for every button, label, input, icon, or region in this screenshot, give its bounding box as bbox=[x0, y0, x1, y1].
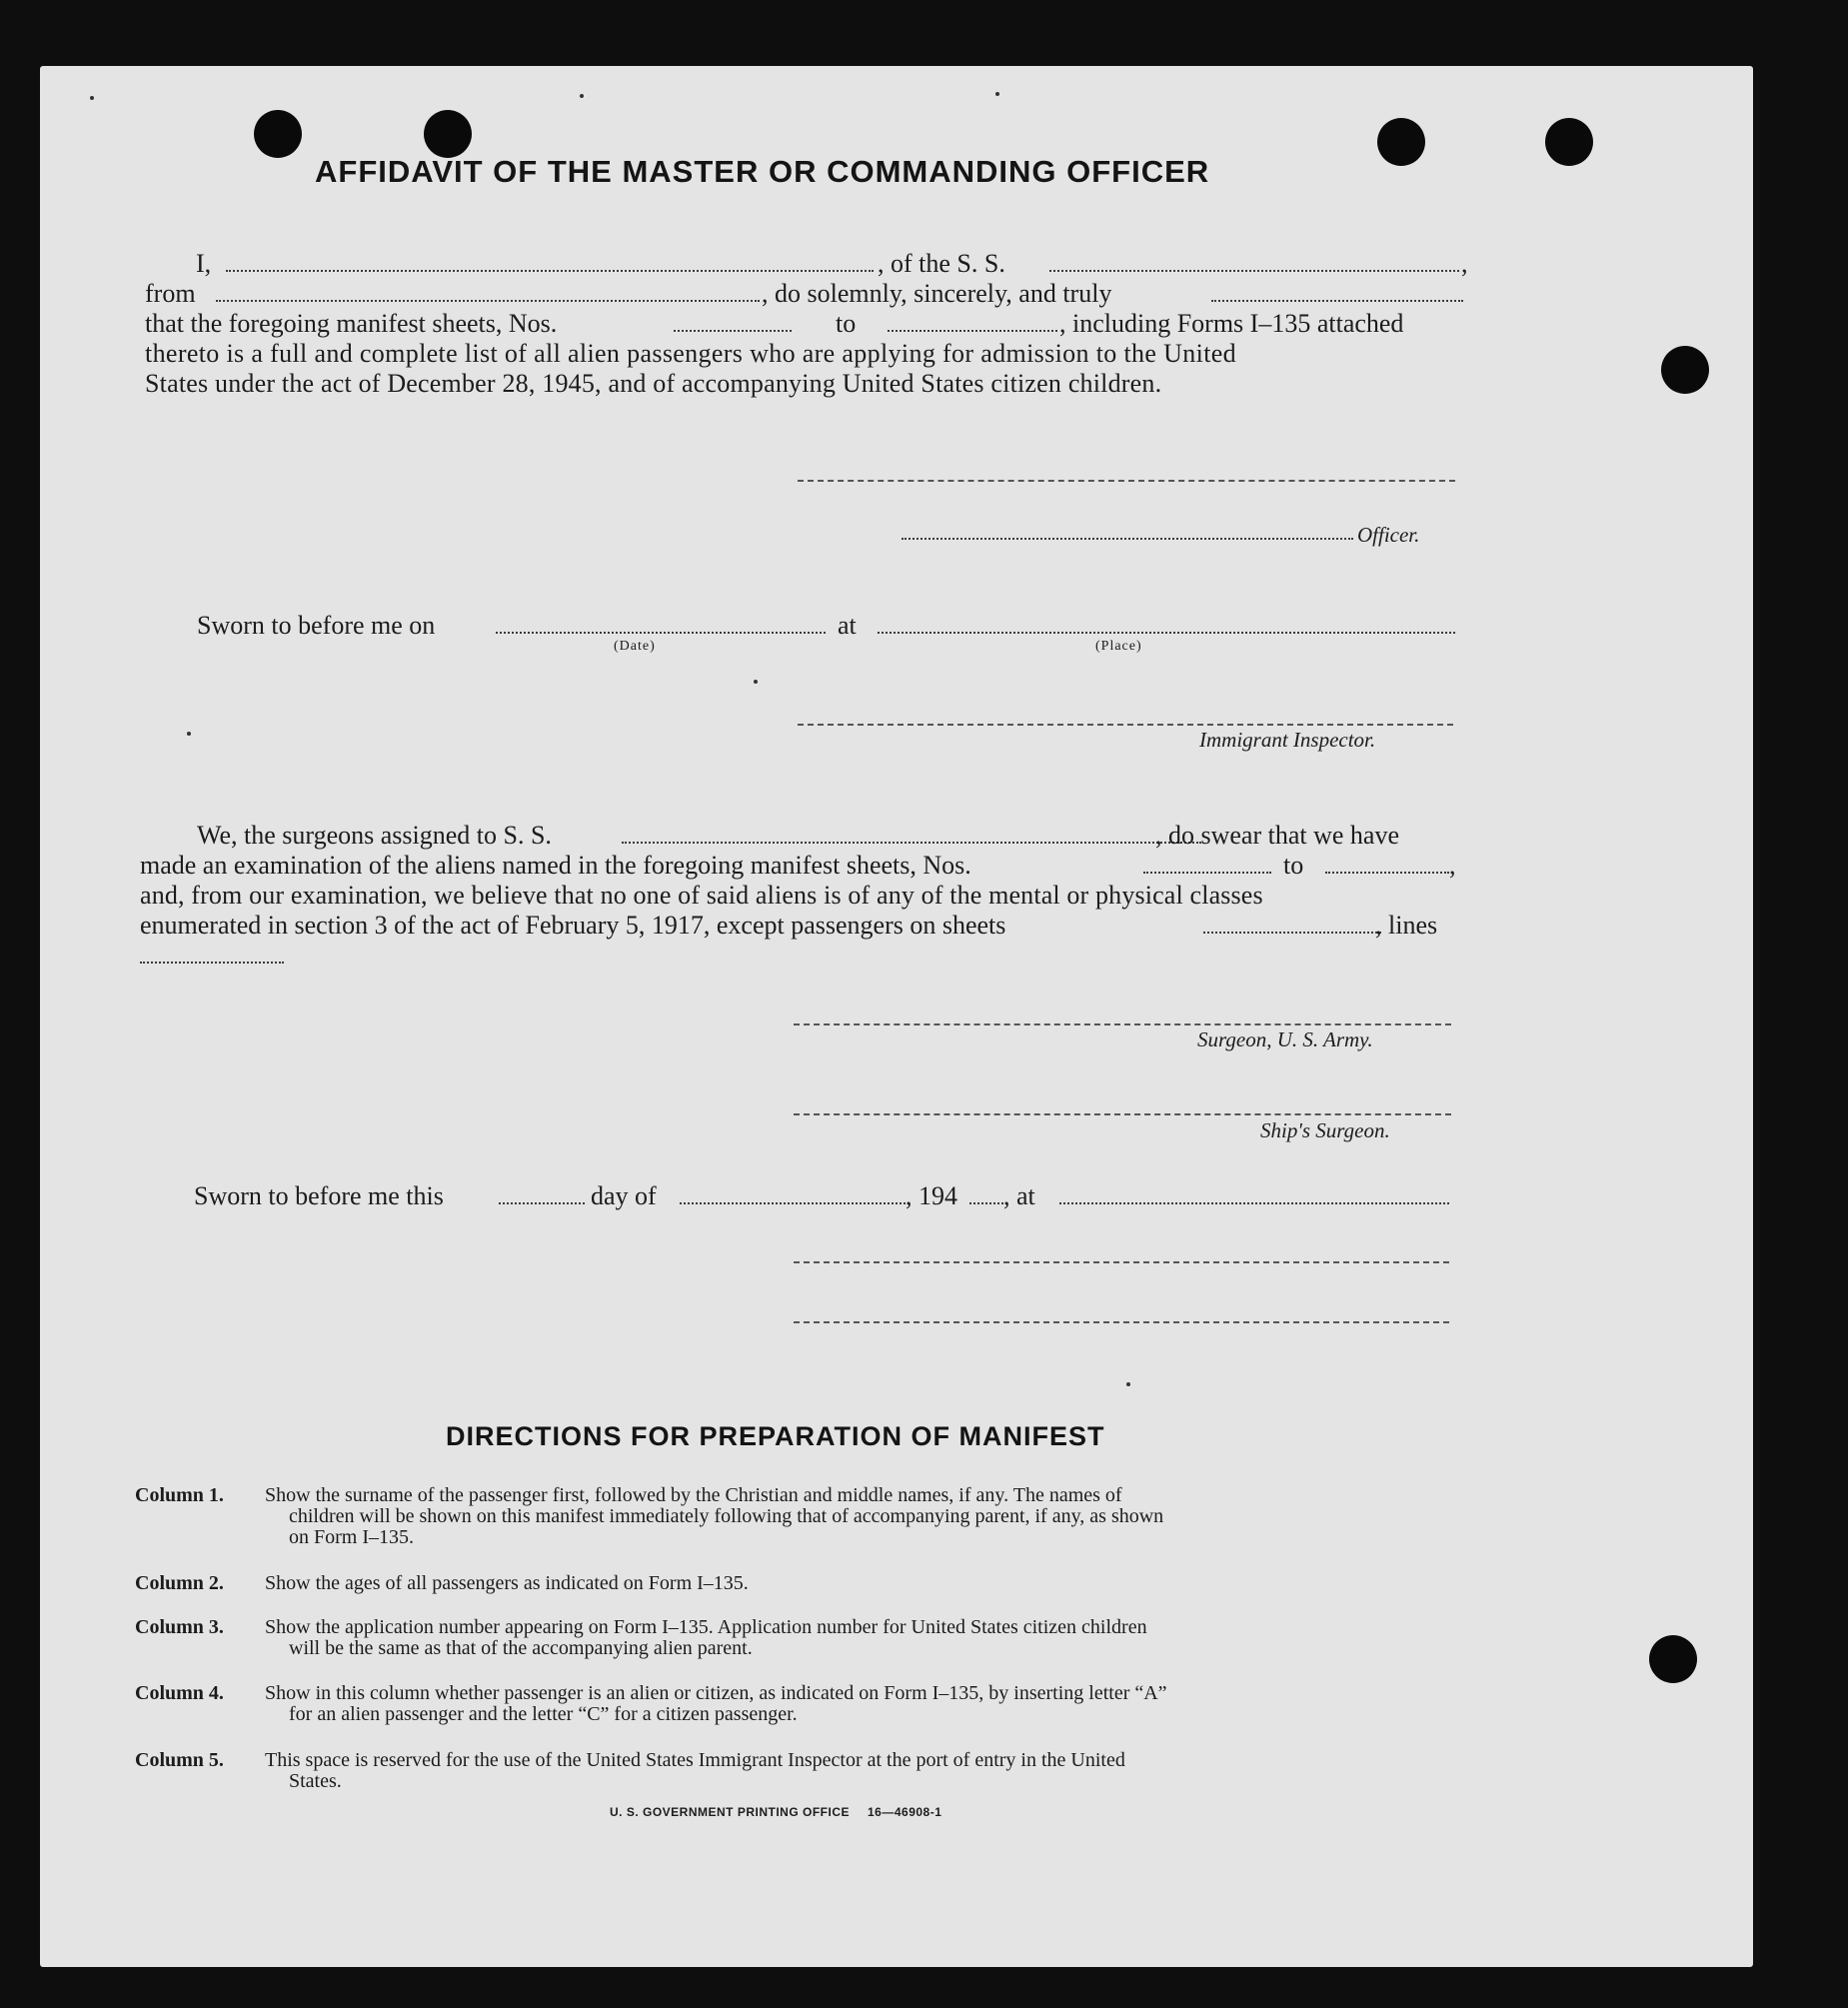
sworn-text: day of bbox=[591, 1181, 657, 1210]
sworn-text: Sworn to before me this bbox=[194, 1181, 444, 1210]
direction-text: Show the surname of the passenger first, followed by the Christian and middle names, if any. The names of bbox=[265, 1484, 1122, 1506]
direction-text: Show the ages of all passengers as indicated on Form I–135. bbox=[265, 1572, 749, 1594]
direction-text: States. bbox=[289, 1770, 342, 1792]
punch-hole bbox=[1649, 1635, 1697, 1683]
sworn-at-field[interactable] bbox=[1059, 1202, 1449, 1204]
signature-line[interactable] bbox=[798, 724, 1453, 726]
punch-hole bbox=[1661, 346, 1709, 394]
direction-text: This space is reserved for the use of the United States Immigrant Inspector at the port of entry in the United bbox=[265, 1749, 1125, 1771]
speck bbox=[187, 732, 191, 736]
speck bbox=[580, 94, 584, 98]
surgeon-ship-field[interactable] bbox=[622, 842, 1201, 844]
speck bbox=[754, 680, 758, 684]
sworn-place-field[interactable] bbox=[878, 632, 1455, 634]
lines-field[interactable] bbox=[140, 962, 284, 964]
date-caption: (Date) bbox=[614, 639, 656, 654]
surgeon-sheet-from-field[interactable] bbox=[1143, 872, 1271, 874]
place-caption: (Place) bbox=[1095, 639, 1142, 654]
form-sheet bbox=[40, 66, 1753, 1967]
punch-hole bbox=[1377, 118, 1425, 166]
sworn-text: , 194 bbox=[906, 1181, 957, 1210]
punch-hole bbox=[1545, 118, 1593, 166]
speck bbox=[90, 96, 94, 100]
sworn-text: Sworn to before me on bbox=[197, 611, 436, 640]
from-port-field[interactable] bbox=[216, 300, 760, 302]
sheet-from-field[interactable] bbox=[674, 330, 792, 332]
ship-surgeon-label: Ship's Surgeon. bbox=[1260, 1118, 1390, 1142]
printer-imprint: U. S. GOVERNMENT PRINTING OFFICE bbox=[610, 1805, 851, 1819]
sworn-year-field[interactable] bbox=[969, 1202, 1003, 1204]
direction-column-label: Column 5. bbox=[135, 1749, 224, 1771]
ship-name-field[interactable] bbox=[1049, 270, 1459, 272]
affidavit-text: , do solemnly, sincerely, and truly bbox=[762, 279, 1112, 308]
speck bbox=[1126, 1382, 1130, 1386]
officer-signature-field[interactable] bbox=[902, 538, 1353, 540]
direction-column-label: Column 2. bbox=[135, 1572, 224, 1594]
direction-text: on Form I–135. bbox=[289, 1526, 414, 1548]
direction-text: Show in this column whether passenger is an alien or citizen, as indicated on Form I–135, by inserting letter “A” bbox=[265, 1682, 1167, 1704]
direction-column-label: Column 3. bbox=[135, 1616, 224, 1638]
form-code: 16—46908-1 bbox=[868, 1805, 942, 1819]
master-name-field[interactable] bbox=[226, 270, 874, 272]
affidavit-text: States under the act of December 28, 1945, and of accompanying United States citizen children. bbox=[145, 369, 1162, 398]
sworn-text: , at bbox=[1003, 1181, 1035, 1210]
direction-text: will be the same as that of the accompanying alien parent. bbox=[289, 1637, 753, 1659]
sworn-day-field[interactable] bbox=[499, 1202, 585, 1204]
direction-text: children will be shown on this manifest immediately following that of accompanying parent, if any, as shown bbox=[289, 1505, 1164, 1527]
direction-column-label: Column 1. bbox=[135, 1484, 224, 1506]
affidavit-title: AFFIDAVIT OF THE MASTER OR COMMANDING OFFICER bbox=[315, 154, 1210, 189]
except-sheets-field[interactable] bbox=[1203, 932, 1381, 934]
affidavit-text: from bbox=[145, 279, 196, 308]
directions-title: DIRECTIONS FOR PREPARATION OF MANIFEST bbox=[446, 1421, 1105, 1451]
speck bbox=[995, 92, 999, 96]
surgeons-text: enumerated in section 3 of the act of February 5, 1917, except passengers on sheets bbox=[140, 911, 1006, 940]
surgeons-text: , lines bbox=[1375, 911, 1438, 940]
surgeons-text: made an examination of the aliens named in the foregoing manifest sheets, Nos. bbox=[140, 851, 971, 880]
sworn-text: at bbox=[838, 611, 857, 640]
army-surgeon-label: Surgeon, U. S. Army. bbox=[1197, 1027, 1373, 1051]
direction-column-label: Column 4. bbox=[135, 1682, 224, 1704]
affidavit-text: that the foregoing manifest sheets, Nos. bbox=[145, 309, 558, 338]
affidavit-text: thereto is a full and complete list of all alien passengers who are applying for admission to the United bbox=[145, 339, 1237, 368]
surgeons-text: , do swear that we have bbox=[1155, 821, 1400, 850]
sworn-date-field[interactable] bbox=[496, 632, 826, 634]
direction-text: Show the application number appearing on Form I–135. Application number for United States citizen children bbox=[265, 1616, 1147, 1638]
officer-label: Officer. bbox=[1357, 523, 1420, 547]
punch-hole bbox=[424, 110, 472, 158]
surgeons-text: and, from our examination, we believe that no one of said aliens is of any of the mental or physical classes bbox=[140, 881, 1263, 910]
punch-hole bbox=[254, 110, 302, 158]
signature-line[interactable] bbox=[794, 1261, 1449, 1263]
affidavit-text: , bbox=[1461, 249, 1468, 278]
direction-text: for an alien passenger and the letter “C” for a citizen passenger. bbox=[289, 1703, 798, 1725]
inspector-label: Immigrant Inspector. bbox=[1199, 728, 1376, 752]
sheet-to-field[interactable] bbox=[888, 330, 1057, 332]
surgeons-text: , bbox=[1449, 851, 1456, 880]
signature-line[interactable] bbox=[794, 1321, 1449, 1323]
signature-line[interactable] bbox=[794, 1113, 1451, 1115]
surgeons-text: to bbox=[1283, 851, 1304, 880]
affirm-field[interactable] bbox=[1211, 300, 1463, 302]
signature-line[interactable] bbox=[794, 1023, 1451, 1025]
affidavit-text: to bbox=[836, 309, 857, 338]
sworn-month-field[interactable] bbox=[680, 1202, 906, 1204]
affidavit-text: I, bbox=[196, 249, 212, 278]
affidavit-text: , including Forms I–135 attached bbox=[1059, 309, 1404, 338]
surgeon-sheet-to-field[interactable] bbox=[1325, 872, 1449, 874]
signature-line[interactable] bbox=[798, 480, 1455, 482]
surgeons-text: We, the surgeons assigned to S. S. bbox=[197, 821, 552, 850]
affidavit-text: , of the S. S. bbox=[878, 249, 1005, 278]
